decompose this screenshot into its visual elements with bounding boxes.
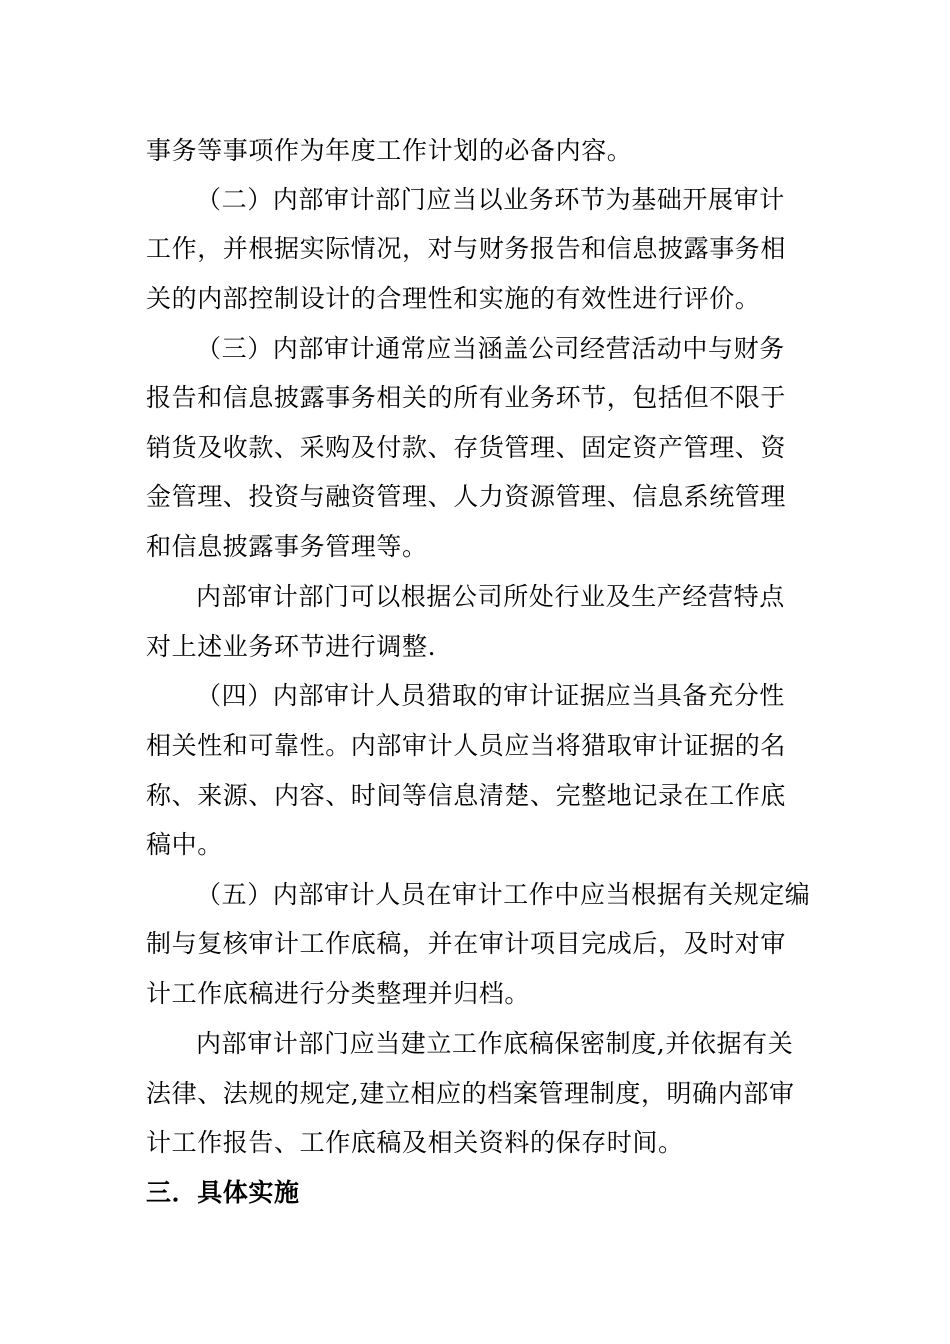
text-line: 销货及收款、采购及付款、存货管理、固定资产管理、资 bbox=[146, 433, 787, 462]
text-line: 和信息披露事务管理等。 bbox=[146, 532, 428, 561]
text-line: （四）内部审计人员猎取的审计证据应当具备充分性 bbox=[196, 681, 785, 710]
text-line: 报告和信息披露事务相关的所有业务环节，包括但不限于 bbox=[146, 383, 787, 412]
text-line: 金管理、投资与融资管理、人力资源管理、信息系统管理 bbox=[146, 482, 787, 511]
text-line: 事务等事项作为年度工作计划的必备内容。 bbox=[146, 136, 633, 165]
text-line: 制与复核审计工作底稿，并在审计项目完成后，及时对审 bbox=[146, 929, 787, 958]
section-heading: 三．具体实施 bbox=[146, 1178, 300, 1207]
text-line: 稿中。 bbox=[146, 830, 223, 859]
text-line: （三）内部审计通常应当涵盖公司经营活动中与财务 bbox=[196, 334, 785, 363]
text-line: 法律、法规的规定,建立相应的档案管理制度，明确内部审 bbox=[146, 1079, 795, 1108]
text-line: 对上述业务环节进行调整. bbox=[146, 632, 437, 661]
text-line: 称、来源、内容、时间等信息清楚、完整地记录在工作底 bbox=[146, 781, 787, 810]
text-line: （五）内部审计人员在审计工作中应当根据有关规定编 bbox=[196, 880, 811, 909]
text-line: （二）内部审计部门应当以业务环节为基础开展审计 bbox=[196, 185, 785, 214]
text-line: 相关性和可靠性。内部审计人员应当将猎取审计证据的名 bbox=[146, 731, 787, 760]
text-line: 工作，并根据实际情况，对与财务报告和信息披露事务相 bbox=[146, 234, 787, 263]
text-line: 计工作报告、工作底稿及相关资料的保存时间。 bbox=[146, 1128, 684, 1157]
text-line: 内部审计部门应当建立工作底稿保密制度,并依据有关 bbox=[196, 1029, 794, 1058]
text-line: 计工作底稿进行分类整理并归档。 bbox=[146, 979, 531, 1008]
text-line: 内部审计部门可以根据公司所处行业及生产经营特点 bbox=[196, 582, 785, 611]
text-line: 关的内部控制设计的合理性和实施的有效性进行评价。 bbox=[146, 284, 761, 313]
